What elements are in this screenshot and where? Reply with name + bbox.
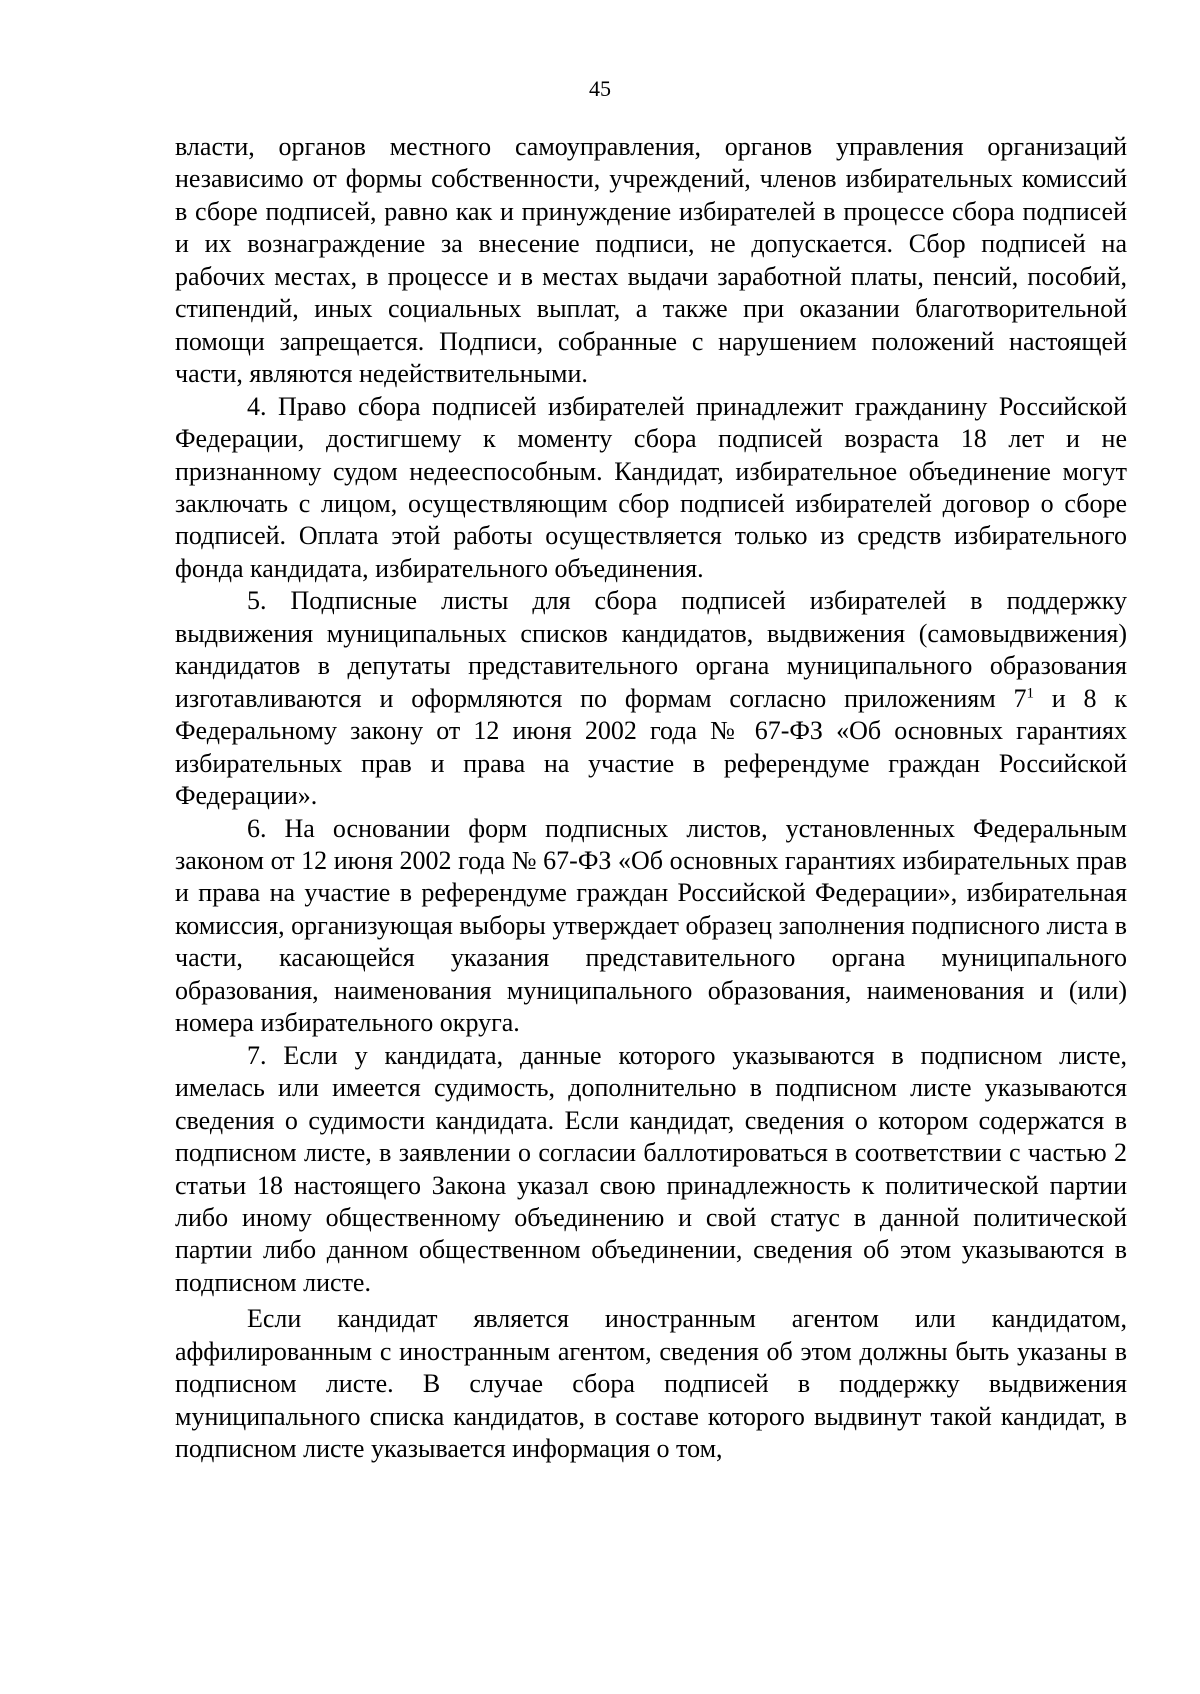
superscript-index: 1 [1026,685,1034,702]
paragraph-continuation: власти, органов местного самоуправления, органов управления организаций независимо от формы собственности, учреждений, членов избирательных комиссий в сборе подписей, равно как и принуждение избирателей в процессе сбора подписей и их вознаграждение за внесение подписи, не допускается. Сбор подписей на рабочих местах, в процессе и в местах выдачи заработной платы, пенсий, пособий, стипендий, иных социальных выплат, а также при оказании благотворительной помощи запрещается. Подписи, собранные с нарушением положений настоящей части, являются недействительными. [175,132,1127,389]
paragraph-item-4: 4. Право сбора подписей избирателей принадлежит гражданину Российской Федерации, достигшему к моменту сбора подписей возраста 18 лет и не признанному судом недееспособным. Кандидат, избирательное объединение могут заключать с лицом, осуществляющим сбор подписей избирателей договор о сборе подписей. Оплата этой работы осуществляется только из средств избирательного фонда кандидата, избирательного объединения. [175,391,1127,583]
paragraph-item-5-text-end: и 8 к Федеральному закону от 12 июня 2002 года № 67-ФЗ «Об основных гарантиях избирательных прав и права на участие в референдуме граждан Российской Федерации». [175,683,1127,811]
paragraph-item-6: 6. На основании форм подписных листов, установленных Федеральным законом от 12 июня 2002 года № 67-ФЗ «Об основных гарантиях избирательных прав и права на участие в референдуме граждан Российской Федерации», избирательная комиссия, организующая выборы утверждает образец заполнения подписного листа в части, касающейся указания представительного органа муниципального образования, наименования муниципального образования, наименования и (или) номера избирательного округа. [175,813,1127,1038]
page-number: 45 [589,76,611,101]
paragraph-foreign-agent: Если кандидат является иностранным агентом или кандидатом, аффилированным с иностранным агентом, сведения об этом должны быть указаны в подписном листе. В случае сбора подписей в поддержку выдвижения муниципального списка кандидатов, в составе которого выдвинут такой кандидат, в подписном листе указывается информация о том, [175,1304,1127,1464]
paragraph-item-5-text-start: 5. Подписные листы для сбора подписей избирателей в поддержку выдвижения муниципальных списков кандидатов, выдвижения (самовыдвижения) кандидатов в депутаты представительного органа муниципального образования изготавливаются и оформляются по формам согласно приложениям 7 [175,586,1127,713]
paragraph-item-7: 7. Если у кандидата, данные которого указываются в подписном листе, имелась или имеется судимость, дополнительно в подписном листе указываются сведения о судимости кандидата. Если кандидат, сведения о котором содержатся в подписном листе, в заявлении о согласии баллотироваться в соответствии с частью 2 статьи 18 настоящего Закона указал свою принадлежность к политической партии либо иному общественному объединению и свой статус в данной политической партии либо данном общественном объединении, сведения об этом указываются в подписном листе. [175,1040,1127,1297]
paragraph-item-5 [175,585,1127,812]
document-body [175,131,1127,1466]
